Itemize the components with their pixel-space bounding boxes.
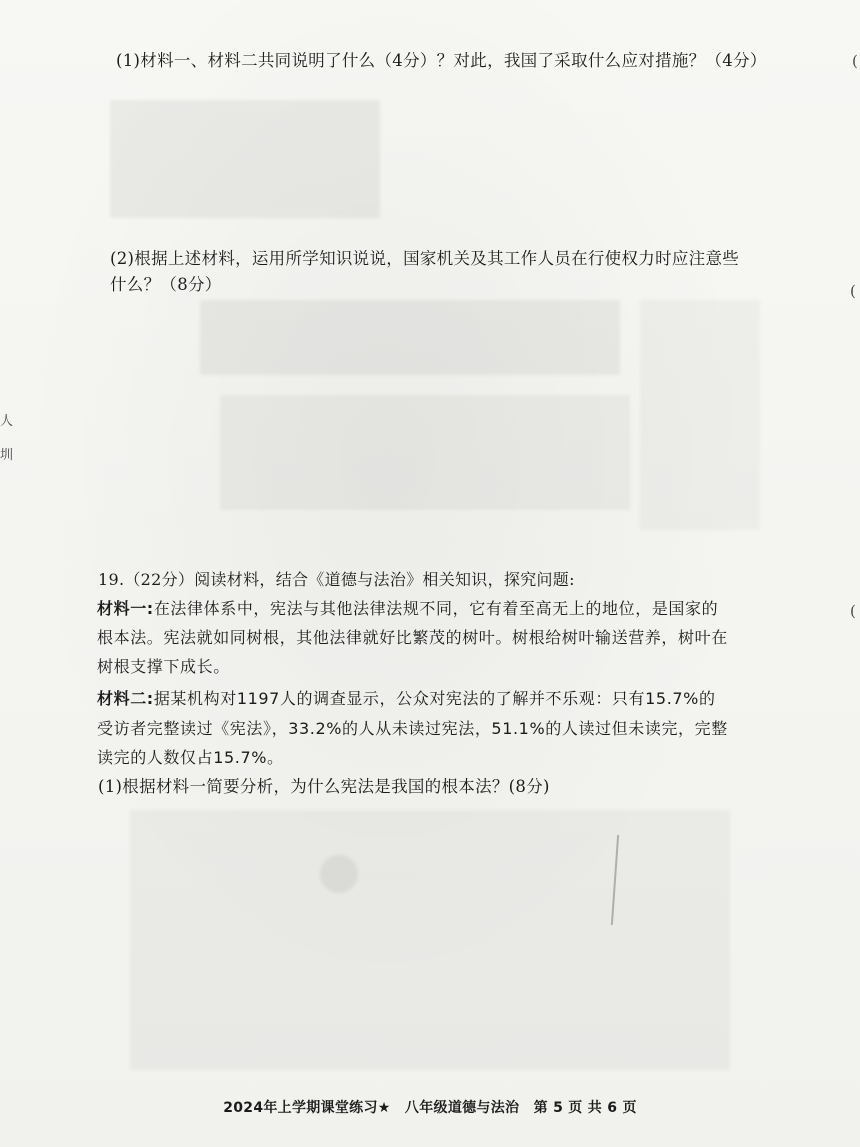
question-19-header: 19.（22分）阅读材料，结合《道德与法治》相关知识，探究问题: [98,570,575,589]
edge-mark: 圳 [0,448,14,463]
material-2-label: 材料二: [97,689,154,708]
bleed-through-block [110,100,380,218]
material-1-label: 材料一: [97,599,154,618]
material-2-line-1 [97,684,716,713]
bleed-through-block [200,300,620,375]
question-18-part-2-line-1: (2)根据上述材料，运用所学知识说说，国家机关及其工作人员在行使权力时应注意些 [110,249,740,268]
bleed-through-dot [320,855,358,893]
question-18-part-2-line-2: 什么？（8分） [110,275,222,294]
material-1-line-3: 树根支撑下成长。 [97,657,230,676]
material-1-line-2: 根本法。宪法就如同树根，其他法律就好比繁茂的树叶。树根给树叶输送营养，树叶在 [97,628,728,647]
material-2-line-3: 读完的人数仅占15.7%。 [97,748,284,767]
question-19-part-1: (1)根据材料一简要分析，为什么宪法是我国的根本法？(8分) [98,777,550,796]
bleed-through-block [220,395,630,510]
question-18-part-1: (1)材料一、材料二共同说明了什么（4分）？对此，我国了采取什么应对措施？（4分） [116,51,767,70]
bleed-through-block [640,300,760,530]
material-1-text: 在法律体系中，宪法与其他法律法规不同，它有着至高无上的地位，是国家的 [153,599,719,618]
edge-mark: ( [850,282,856,300]
page-footer: 2024年上学期课堂练习★ 八年级道德与法治 第 5 页 共 6 页 [223,1100,637,1116]
material-2-text: 据某机构对1197人的调查显示，公众对宪法的了解并不乐观：只有15.7%的 [153,689,716,708]
material-2-line-2: 受访者完整读过《宪法》，33.2%的人从未读过宪法，51.1%的人读过但未读完，完整 [97,719,728,738]
edge-mark: 人 [0,414,14,429]
bleed-through-block [130,810,730,1070]
edge-mark: ( [850,602,856,620]
edge-mark: ( [852,52,858,70]
material-1-line-1 [97,594,718,623]
